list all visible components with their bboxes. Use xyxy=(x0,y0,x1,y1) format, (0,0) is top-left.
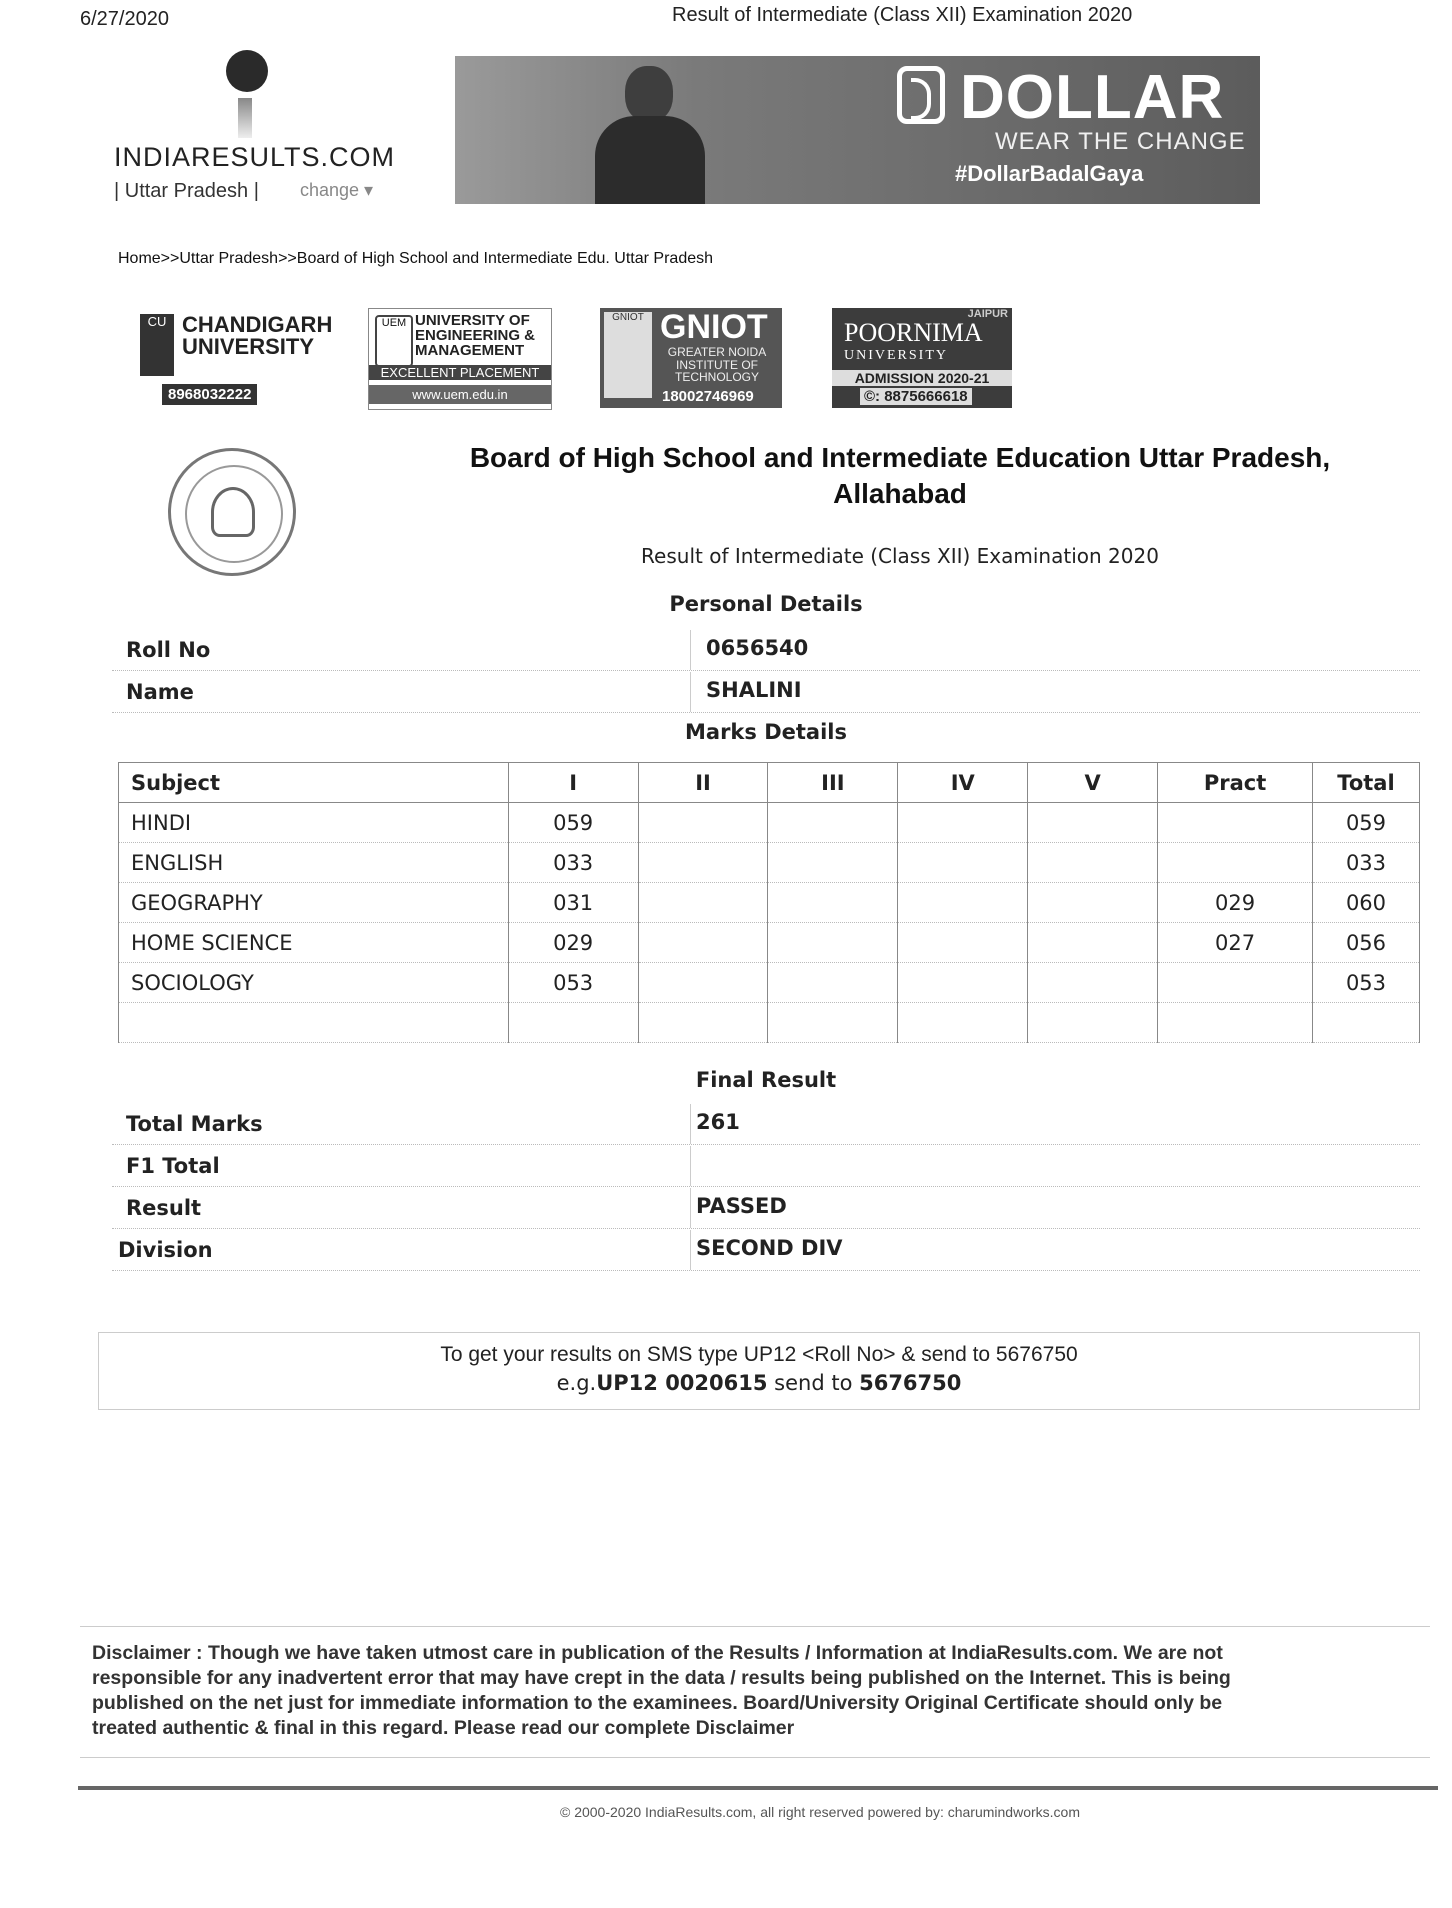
print-page-title: Result of Intermediate (Class XII) Examination 2020 xyxy=(672,4,1133,26)
column-header: Pract xyxy=(1158,763,1313,803)
banner-brand: DOLLAR xyxy=(960,63,1225,132)
marks-cell: 053 xyxy=(508,963,638,1003)
result-row xyxy=(112,1188,1420,1229)
marks-cell xyxy=(898,883,1028,923)
site-region: | Uttar Pradesh | xyxy=(114,180,259,202)
cu-name-line1: CHANDIGARH xyxy=(182,312,333,337)
column-header: IV xyxy=(898,763,1028,803)
marks-cell xyxy=(768,803,898,843)
uem-name-line1: UNIVERSITY OF xyxy=(415,312,530,329)
banner-ad[interactable] xyxy=(455,56,1260,204)
cu-phone: 8968032222 xyxy=(162,384,257,405)
marks-cell xyxy=(1158,843,1313,883)
marks-cell xyxy=(1158,963,1313,1003)
marks-cell xyxy=(898,963,1028,1003)
marks-cell xyxy=(898,843,1028,883)
board-title-line2: Allahabad xyxy=(833,478,967,509)
uem-ad[interactable] xyxy=(368,308,552,410)
poornima-name: POORNIMA xyxy=(844,318,983,347)
cu-name xyxy=(182,314,332,358)
marks-cell xyxy=(1028,963,1158,1003)
marks-cell xyxy=(508,1003,638,1043)
uem-website: www.uem.edu.in xyxy=(369,385,551,404)
division-label: Division xyxy=(118,1238,213,1262)
marks-cell xyxy=(768,843,898,883)
subject-cell: HINDI xyxy=(119,803,509,843)
marks-cell xyxy=(1028,843,1158,883)
marks-cell: 059 xyxy=(508,803,638,843)
sms-instruction: To get your results on SMS type UP12 <Roll No> & send to 5676750 xyxy=(440,1343,1078,1366)
marks-cell xyxy=(1028,803,1158,843)
uem-name xyxy=(415,313,535,358)
marks-cell: 027 xyxy=(1158,923,1313,963)
total-cell: 060 xyxy=(1312,883,1419,923)
marks-cell: 029 xyxy=(1158,883,1313,923)
column-header: I xyxy=(508,763,638,803)
exam-title: Result of Intermediate (Class XII) Examination 2020 xyxy=(641,544,1159,568)
total-cell: 056 xyxy=(1312,923,1419,963)
uem-logo-icon: UEM xyxy=(375,315,413,367)
final-result-heading: Final Result xyxy=(695,1068,837,1092)
subject-cell: ENGLISH xyxy=(119,843,509,883)
change-region-link[interactable]: change ▾ xyxy=(300,180,374,200)
result-label: Result xyxy=(126,1196,202,1220)
table-row xyxy=(119,923,1420,963)
name-row xyxy=(112,672,1420,713)
marks-cell: 029 xyxy=(508,923,638,963)
poornima-admission: ADMISSION 2020-21 xyxy=(832,370,1012,386)
gniot-seal-icon: GNIOT xyxy=(604,312,652,398)
marks-cell xyxy=(768,883,898,923)
logo-dot-icon xyxy=(226,50,268,92)
disclaimer-box xyxy=(80,1626,1430,1758)
result-value: PASSED xyxy=(696,1194,787,1218)
gniot-sub-line1: GREATER NOIDA xyxy=(667,345,767,359)
marks-cell xyxy=(638,963,768,1003)
banner-hashtag: #DollarBadalGaya xyxy=(955,161,1144,186)
personal-details-heading: Personal Details xyxy=(669,592,863,616)
marks-cell xyxy=(638,883,768,923)
site-logo[interactable] xyxy=(114,50,414,210)
total-cell: 059 xyxy=(1312,803,1419,843)
f1-total-label: F1 Total xyxy=(126,1154,220,1178)
gniot-subtitle xyxy=(658,346,776,384)
gniot-sub-line2: INSTITUTE OF xyxy=(676,357,758,372)
model-image xyxy=(595,66,705,204)
marks-cell xyxy=(638,923,768,963)
subject-cell: HOME SCIENCE xyxy=(119,923,509,963)
marks-cell xyxy=(768,1003,898,1043)
marks-cell xyxy=(1028,923,1158,963)
sms-example-code: UP12 0020615 xyxy=(596,1371,768,1395)
roll-no-label: Roll No xyxy=(126,638,211,662)
sms-example xyxy=(99,1371,1419,1395)
roll-no-value: 0656540 xyxy=(706,636,809,660)
uem-name-line2: ENGINEERING & xyxy=(415,327,536,344)
print-date: 6/27/2020 xyxy=(80,8,169,30)
total-marks-value: 261 xyxy=(696,1110,740,1134)
column-header: Total xyxy=(1312,763,1419,803)
poornima-phone: ©: 8875666618 xyxy=(860,388,972,405)
division-row xyxy=(112,1230,1420,1271)
marks-cell xyxy=(768,963,898,1003)
total-marks-row xyxy=(112,1104,1420,1145)
gniot-phone: 18002746969 xyxy=(662,388,754,405)
column-header: Subject xyxy=(119,763,509,803)
breadcrumb[interactable]: Home>>Uttar Pradesh>>Board of High School and Intermediate Edu. Uttar Pradesh xyxy=(118,250,714,267)
table-row xyxy=(119,843,1420,883)
column-header: II xyxy=(638,763,768,803)
total-cell: 053 xyxy=(1312,963,1419,1003)
marks-cell xyxy=(638,803,768,843)
f1-total-row xyxy=(112,1146,1420,1187)
total-cell: 033 xyxy=(1312,843,1419,883)
cu-logo-icon: CU xyxy=(140,314,174,376)
table-row xyxy=(119,963,1420,1003)
marks-cell xyxy=(1158,803,1313,843)
marks-table xyxy=(118,762,1420,1043)
name-value: SHALINI xyxy=(706,678,802,702)
marks-details-heading: Marks Details xyxy=(685,720,847,744)
marks-cell xyxy=(898,803,1028,843)
marks-cell xyxy=(1028,1003,1158,1043)
column-header: V xyxy=(1028,763,1158,803)
banner-tagline: WEAR THE CHANGE xyxy=(995,128,1246,155)
subject-cell xyxy=(119,1003,509,1043)
division-value: SECOND DIV xyxy=(696,1236,843,1260)
uem-placement: EXCELLENT PLACEMENT xyxy=(369,365,551,380)
poornima-university: UNIVERSITY xyxy=(844,348,948,363)
sms-example-mid: send to xyxy=(767,1371,860,1395)
brand-logo-icon xyxy=(897,66,945,124)
uem-name-line3: MANAGEMENT xyxy=(415,342,525,359)
poornima-city: JAIPUR xyxy=(967,308,1008,320)
column-header: III xyxy=(768,763,898,803)
table-row xyxy=(119,883,1420,923)
sms-example-number: 5676750 xyxy=(859,1371,962,1395)
marks-cell xyxy=(638,843,768,883)
footer-divider xyxy=(78,1786,1438,1790)
marks-cell xyxy=(898,923,1028,963)
table-row xyxy=(119,1003,1420,1043)
marks-cell xyxy=(638,1003,768,1043)
chandigarh-university-ad[interactable] xyxy=(140,308,332,408)
marks-cell xyxy=(898,1003,1028,1043)
site-name: INDIARESULTS.COM xyxy=(114,142,396,172)
sms-example-prefix: e.g. xyxy=(556,1371,597,1395)
logo-stem-icon xyxy=(238,98,252,138)
marks-cell: 033 xyxy=(508,843,638,883)
disclaimer-text: Disclaimer : Though we have taken utmost care in publication of the Results / Information at IndiaResults.com. We are not responsible for any inadvertent error that may have crept in the data / results being published on the Internet. This is being published on the net just for immediate information to the examinees. Board/University Original Certificate should only be treated authentic & final in this regard. Please read our complete Disclaimer xyxy=(92,1642,1231,1739)
footer-copyright: © 2000-2020 IndiaResults.com, all right reserved powered by: charumindworks.com xyxy=(559,1804,1080,1820)
subject-cell: GEOGRAPHY xyxy=(119,883,509,923)
board-title xyxy=(400,440,1400,512)
roll-no-row xyxy=(112,630,1420,671)
marks-cell: 031 xyxy=(508,883,638,923)
marks-cell xyxy=(768,923,898,963)
marks-cell xyxy=(1158,1003,1313,1043)
board-title-line1: Board of High School and Intermediate Education Uttar Pradesh, xyxy=(469,442,1331,473)
subject-cell: SOCIOLOGY xyxy=(119,963,509,1003)
cu-name-line2: UNIVERSITY xyxy=(182,334,315,359)
marks-cell xyxy=(1028,883,1158,923)
total-marks-label: Total Marks xyxy=(126,1112,263,1136)
total-cell xyxy=(1312,1003,1419,1043)
table-row xyxy=(119,803,1420,843)
gniot-sub-line3: TECHNOLOGY xyxy=(674,370,759,385)
gniot-ad[interactable] xyxy=(600,308,782,408)
poornima-university-ad[interactable] xyxy=(832,308,1012,408)
board-seal-icon xyxy=(168,448,296,576)
marks-header-row xyxy=(119,763,1420,803)
name-label: Name xyxy=(126,680,194,704)
sms-info-box xyxy=(98,1332,1420,1410)
gniot-name: GNIOT xyxy=(660,308,768,346)
